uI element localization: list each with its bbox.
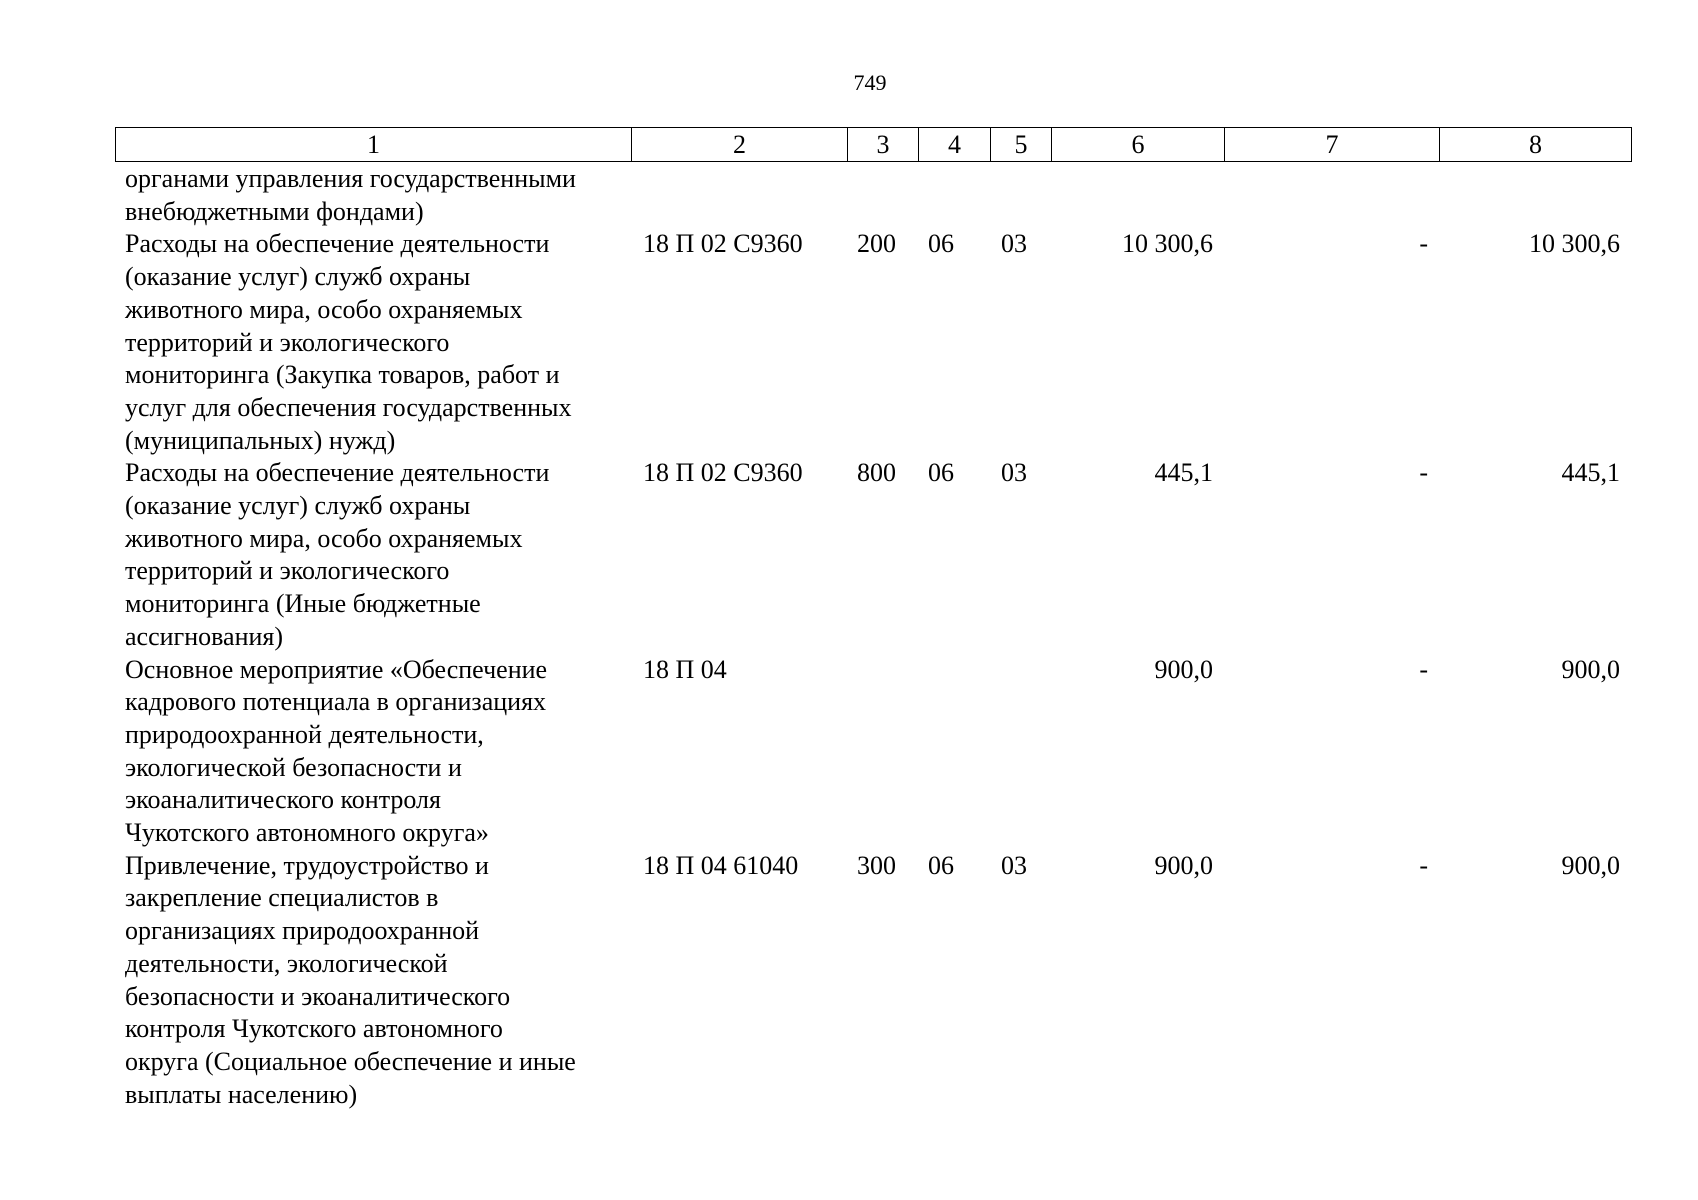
- row-total: 445,1: [1154, 458, 1213, 488]
- column-header-2: 2: [632, 128, 848, 162]
- table-row: [115, 163, 1631, 228]
- table-row: [115, 457, 1631, 653]
- row-code: [631, 163, 847, 228]
- row-col7: -: [1419, 229, 1428, 259]
- page-number: 749: [853, 70, 887, 95]
- row-vr: 300: [857, 850, 896, 880]
- row-rz: [918, 654, 990, 850]
- row-name: Привлечение, трудоустройство и закрепление специалистов в организациях природоохранной деятельности, экологической безопасности и экоаналитического контроля Чукотского автономного округа (Социальное обеспечение и иные выплаты населению): [125, 850, 576, 1109]
- table-row: [115, 228, 1631, 457]
- row-col7: -: [1419, 654, 1428, 684]
- row-vr: [847, 163, 918, 228]
- row-vr: [847, 654, 918, 850]
- row-vr: 200: [857, 229, 896, 259]
- row-col7: -: [1419, 850, 1428, 880]
- column-header-7: 7: [1225, 128, 1440, 162]
- row-name: Расходы на обеспечение деятельности (оказание услуг) служб охраны животного мира, особо охраняемых территорий и экологического мониторинга (Закупка товаров, работ и услуг для обеспечения государственных (муниципальных) нужд): [125, 229, 572, 455]
- table-row: [115, 654, 1631, 850]
- row-col8: 10 300,6: [1529, 229, 1620, 259]
- row-col8: [1439, 163, 1631, 228]
- column-header-8: 8: [1440, 128, 1632, 162]
- table-row: [115, 850, 1631, 1112]
- row-col8: 900,0: [1561, 654, 1620, 684]
- row-total: 10 300,6: [1122, 229, 1213, 259]
- row-col7: [1224, 163, 1439, 228]
- row-total: [1051, 163, 1224, 228]
- column-header-1: 1: [116, 128, 632, 162]
- row-code: 18 П 04: [643, 654, 727, 684]
- row-rz: 06: [928, 458, 954, 488]
- table-body: [115, 163, 1631, 1111]
- row-col8: 445,1: [1561, 458, 1620, 488]
- row-total: 900,0: [1154, 654, 1213, 684]
- row-name: органами управления государственными внебюджетными фондами): [125, 164, 576, 226]
- row-rz: 06: [928, 850, 954, 880]
- row-vr: 800: [857, 458, 896, 488]
- row-col8: 900,0: [1561, 850, 1620, 880]
- table-header: [115, 127, 1632, 162]
- row-name: Расходы на обеспечение деятельности (оказание услуг) служб охраны животного мира, особо охраняемых территорий и экологического мониторинга (Иные бюджетные ассигнования): [125, 458, 550, 651]
- column-header-5: 5: [991, 128, 1052, 162]
- row-code: 18 П 02 С9360: [643, 458, 803, 488]
- row-col7: -: [1419, 458, 1428, 488]
- row-pr: [990, 163, 1051, 228]
- column-header-6: 6: [1052, 128, 1225, 162]
- row-pr: [990, 654, 1051, 850]
- row-total: 900,0: [1154, 850, 1213, 880]
- row-pr: 03: [1001, 850, 1027, 880]
- row-code: 18 П 02 С9360: [643, 229, 803, 259]
- column-header-4: 4: [919, 128, 991, 162]
- row-pr: 03: [1001, 458, 1027, 488]
- row-pr: 03: [1001, 229, 1027, 259]
- row-rz: 06: [928, 229, 954, 259]
- row-code: 18 П 04 61040: [643, 850, 799, 880]
- column-header-3: 3: [848, 128, 919, 162]
- row-rz: [918, 163, 990, 228]
- row-name: Основное мероприятие «Обеспечение кадрового потенциала в организациях природоохранной деятельности, экологической безопасности и экоаналитического контроля Чукотского автономного округа»: [125, 654, 548, 848]
